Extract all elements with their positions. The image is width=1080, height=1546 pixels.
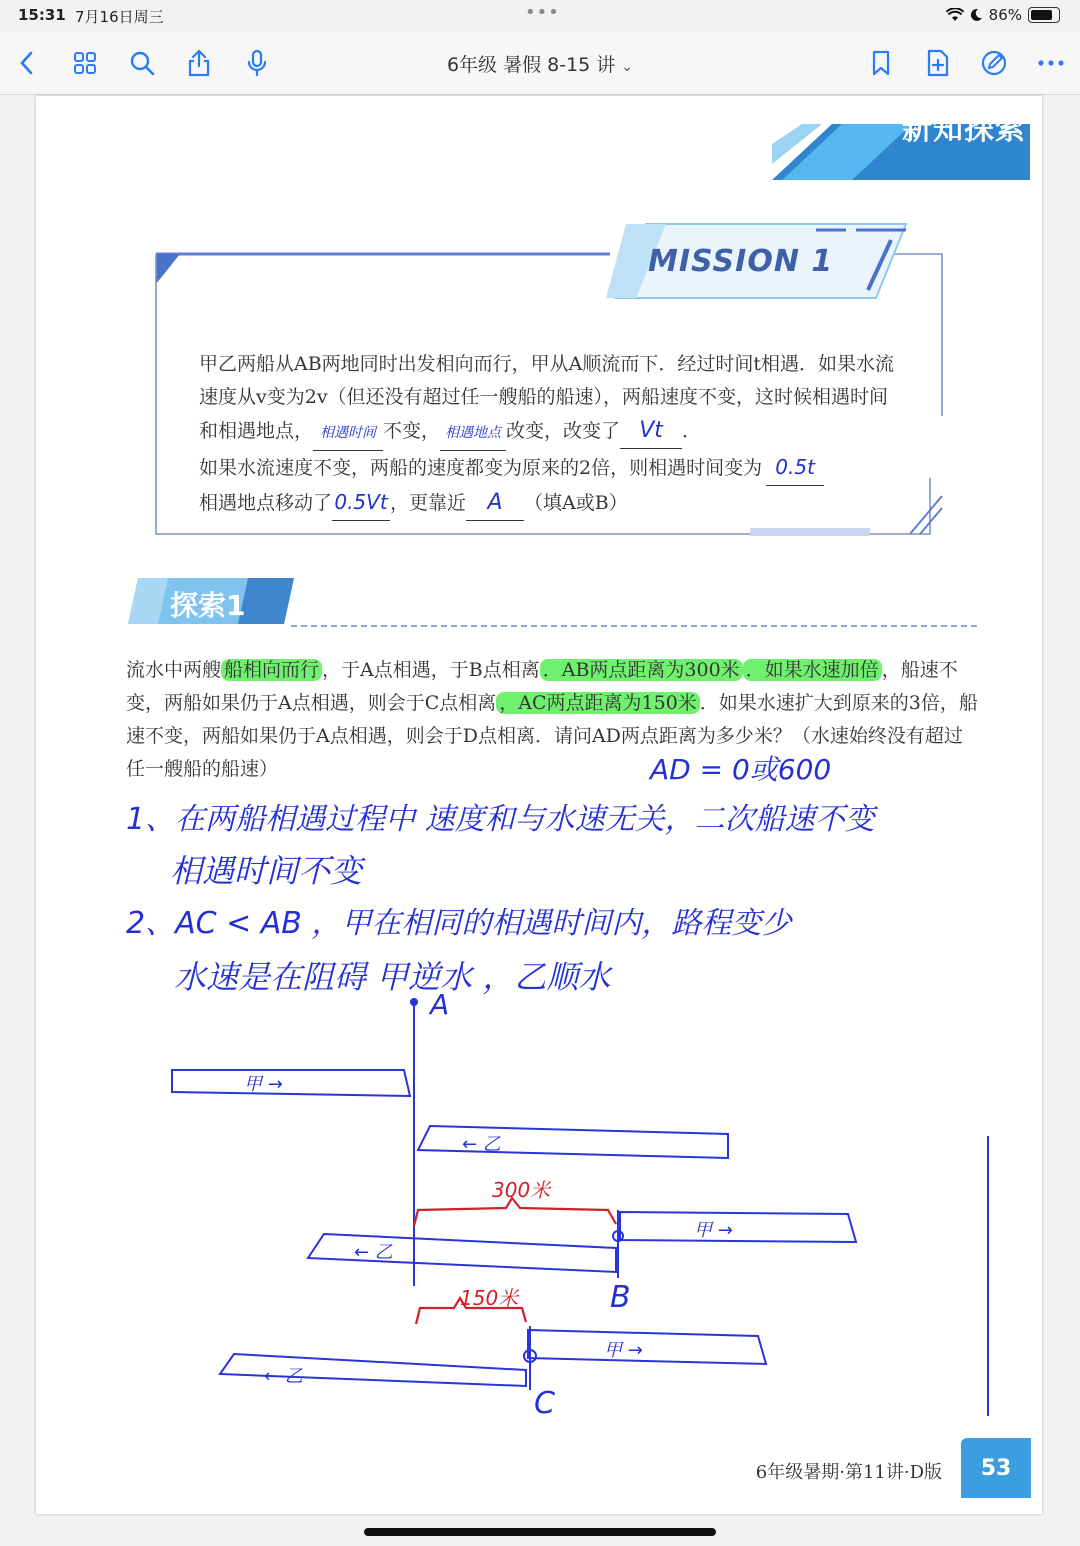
handwritten-line-2: 相遇时间不变 bbox=[170, 852, 363, 890]
more-options-icon[interactable] bbox=[1034, 46, 1068, 80]
handwritten-line-4: 水速是在阻碍 甲逆水 ，乙顺水 bbox=[174, 958, 611, 996]
answer-blank-2[interactable]: 相遇地点 bbox=[440, 415, 506, 451]
boat-jia-label-1: 甲 → bbox=[244, 1074, 283, 1095]
battery-icon bbox=[1028, 7, 1060, 23]
status-date: 7月16日周三 bbox=[75, 8, 164, 26]
boat-jia-label-2: 甲 → bbox=[694, 1220, 733, 1241]
handwritten-answer: AD = 0或600 bbox=[650, 753, 832, 786]
answer-blank-3[interactable]: Vt bbox=[620, 414, 682, 449]
boat-jia-label-3: 甲 → bbox=[604, 1340, 643, 1361]
distance-300-label: 300米 bbox=[492, 1178, 551, 1202]
boat-yi-label-1: ← 乙 bbox=[462, 1134, 501, 1155]
answer-blank-5[interactable]: 0.5Vt bbox=[332, 486, 390, 521]
bookmark-icon[interactable] bbox=[864, 46, 898, 80]
status-time: 15:31 bbox=[18, 6, 66, 24]
point-b-label: B bbox=[610, 1280, 631, 1315]
pencil-edit-icon[interactable] bbox=[977, 46, 1011, 80]
document-title[interactable]: 6年级 暑假 8-15 讲 ⌄ bbox=[446, 54, 634, 76]
answer-blank-1[interactable]: 相遇时间 bbox=[313, 415, 383, 451]
multitask-dots-icon[interactable]: ••• bbox=[525, 2, 560, 23]
status-bar bbox=[0, 0, 1080, 32]
home-indicator[interactable] bbox=[364, 1528, 716, 1536]
page-number: 53 bbox=[961, 1438, 1031, 1498]
dashed-divider bbox=[291, 625, 977, 627]
explore-title: 探索1 bbox=[170, 589, 246, 622]
battery-percent: 86% bbox=[988, 6, 1022, 24]
boat-yi-label-2: ← 乙 bbox=[354, 1242, 393, 1263]
add-page-icon[interactable] bbox=[921, 46, 955, 80]
distance-150-label: 150米 bbox=[460, 1286, 519, 1310]
boat-yi-label-3: ← 乙 bbox=[264, 1366, 303, 1387]
mission-label: MISSION 1 bbox=[648, 244, 834, 279]
mission-problem: 甲乙两船从AB两地同时出发相向而行，甲从A顺流而下．经过时间t相遇．如果水流 速度从v变为2v（但还没有超过任一艘船的船速），两船速度不变，这时候相遇时间 和相遇地点， 相遇时间 不变， 相遇地点 改变，改变了 Vt ． 如果水流速度不变，两船的速度都变为原来的2倍，则相遇时间变为 0.5t 相遇地点移动了 0.5Vt ，更靠近 A （填A或B） bbox=[199, 348, 939, 521]
page-footer: 6年级暑期·第11讲·D版 bbox=[755, 1462, 942, 1483]
moon-icon bbox=[970, 8, 983, 22]
pdf-page[interactable] bbox=[36, 96, 1042, 1514]
handwritten-line-3: 2、AC < AB ，甲在相同的相遇时间内，路程变少 bbox=[126, 906, 792, 941]
point-a-label: A bbox=[430, 988, 450, 1021]
section-banner-title: 新知探索 bbox=[902, 112, 1026, 147]
handwritten-line-1: 1、在两船相遇过程中 速度和与水速无关，二次船速不变 bbox=[126, 802, 875, 837]
document-toolbar bbox=[0, 32, 1080, 95]
point-c-label: C bbox=[534, 1386, 555, 1421]
explore-problem-text: 流水中两艘 船相向而行 ，于A点相遇，于B点相离 ．AB两点距离为300米 ．如果水速加倍 ，船速不 变，两船如果仍于A点相遇，则会于C点相离 ，AC两点距离为150米 ．如果水速扩大到原来的3倍，船 速不变，两船如果仍于A点相遇，则会于D点相离．请问AD两点距离为多少米？（水速始终没有超过 任一艘船的船速） bbox=[126, 659, 978, 780]
chevron-down-icon: ⌄ bbox=[621, 59, 634, 75]
answer-blank-4[interactable]: 0.5t bbox=[766, 451, 824, 486]
answer-blank-6[interactable]: A bbox=[466, 486, 524, 521]
wifi-icon bbox=[946, 8, 964, 22]
